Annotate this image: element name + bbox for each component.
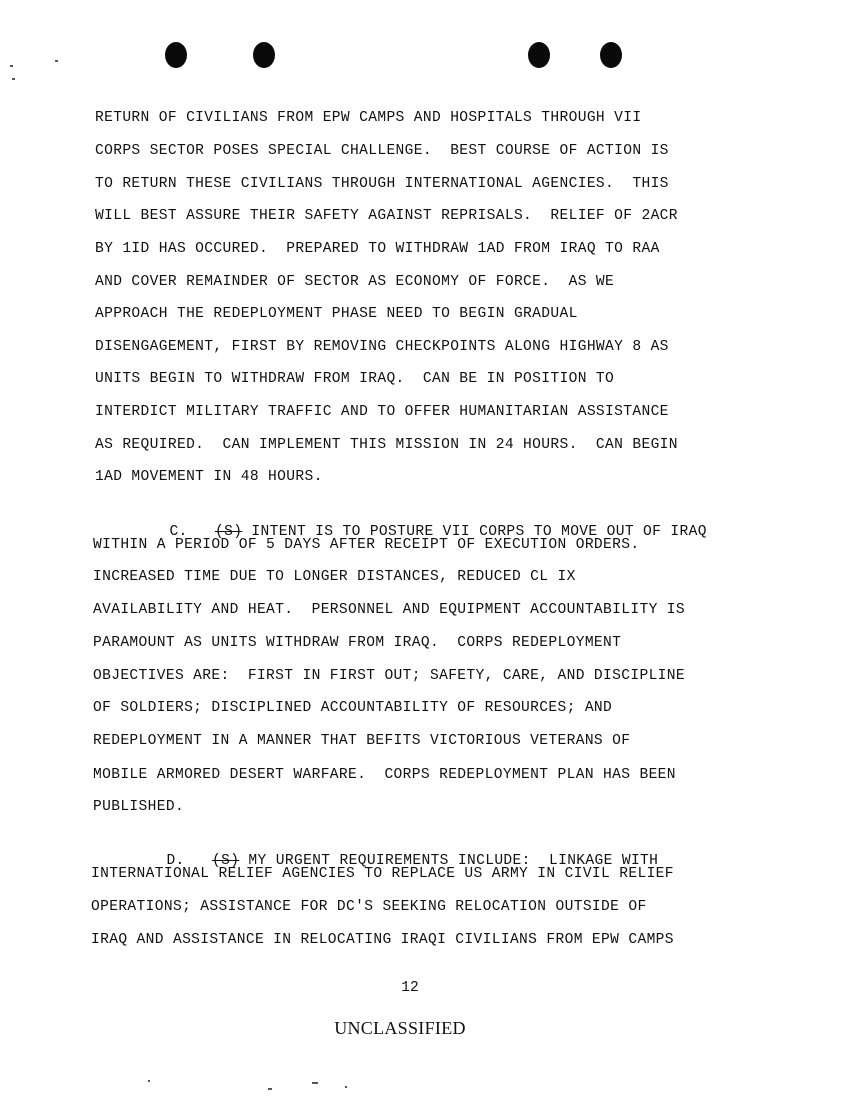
text-line: AVAILABILITY AND HEAT. PERSONNEL AND EQUIPMENT ACCOUNTABILITY IS: [93, 602, 685, 618]
classification-marking: (S): [211, 853, 240, 869]
text-line: OF SOLDIERS; DISCIPLINED ACCOUNTABILITY OF RESOURCES; AND: [93, 700, 613, 716]
paragraph-label: C.: [169, 524, 188, 540]
text-line: WITHIN A PERIOD OF 5 DAYS AFTER RECEIPT OF EXECUTION ORDERS.: [93, 537, 640, 553]
text-line: RETURN OF CIVILIANS FROM EPW CAMPS AND HOSPITALS THROUGH VII: [95, 110, 642, 126]
text-line: AS REQUIRED. CAN IMPLEMENT THIS MISSION IN 24 HOURS. CAN BEGIN: [95, 437, 678, 453]
text-line: INCREASED TIME DUE TO LONGER DISTANCES, REDUCED CL IX: [93, 569, 576, 585]
text-line: BY 1ID HAS OCCURED. PREPARED TO WITHDRAW 1AD FROM IRAQ TO RAA: [95, 241, 660, 257]
text-line: OBJECTIVES ARE: FIRST IN FIRST OUT; SAFETY, CARE, AND DISCIPLINE: [93, 668, 685, 684]
text-line: TO RETURN THESE CIVILIANS THROUGH INTERNATIONAL AGENCIES. THIS: [95, 176, 669, 192]
punch-hole-4: [600, 42, 622, 68]
text-line: MOBILE ARMORED DESERT WARFARE. CORPS REDEPLOYMENT PLAN HAS BEEN: [93, 767, 676, 783]
text-line: PARAMOUNT AS UNITS WITHDRAW FROM IRAQ. CORPS REDEPLOYMENT: [93, 635, 622, 651]
punch-hole-1: [165, 42, 187, 68]
classification-footer: UNCLASSIFIED: [334, 1018, 466, 1038]
text-line: APPROACH THE REDEPLOYMENT PHASE NEED TO BEGIN GRADUAL: [95, 306, 578, 322]
punch-hole-2: [253, 42, 275, 68]
scan-speck: [345, 1086, 347, 1088]
scan-speck: [55, 60, 58, 62]
punch-hole-3: [528, 42, 550, 68]
text-line: INTERDICT MILITARY TRAFFIC AND TO OFFER HUMANITARIAN ASSISTANCE: [95, 404, 669, 420]
scan-speck: [268, 1088, 272, 1090]
scan-speck: [148, 1080, 150, 1082]
scan-speck: [10, 65, 13, 67]
text-line: INTERNATIONAL RELIEF AGENCIES TO REPLACE US ARMY IN CIVIL RELIEF: [91, 866, 674, 882]
text-line: PUBLISHED.: [93, 799, 185, 815]
text-line: CORPS SECTOR POSES SPECIAL CHALLENGE. BEST COURSE OF ACTION IS: [95, 143, 669, 159]
text-line: REDEPLOYMENT IN A MANNER THAT BEFITS VICTORIOUS VETERANS OF: [93, 733, 631, 749]
paragraph-first-line: MY URGENT REQUIREMENTS INCLUDE: LINKAGE WITH: [248, 853, 659, 869]
text-line: DISENGAGEMENT, FIRST BY REMOVING CHECKPOINTS ALONG HIGHWAY 8 AS: [95, 339, 669, 355]
scan-speck: [312, 1082, 318, 1084]
text-line: OPERATIONS; ASSISTANCE FOR DC'S SEEKING RELOCATION OUTSIDE OF: [91, 899, 647, 915]
page-number: 12: [401, 980, 419, 996]
paragraph-first-line: INTENT IS TO POSTURE VII CORPS TO MOVE OUT OF IRAQ: [251, 524, 707, 540]
text-line: 1AD MOVEMENT IN 48 HOURS.: [95, 469, 323, 485]
text-line: AND COVER REMAINDER OF SECTOR AS ECONOMY OF FORCE. AS WE: [95, 274, 615, 290]
text-line: IRAQ AND ASSISTANCE IN RELOCATING IRAQI CIVILIANS FROM EPW CAMPS: [91, 932, 674, 948]
classification-marking: (S): [214, 524, 243, 540]
scan-speck: [12, 78, 15, 80]
paragraph-label: D.: [166, 853, 185, 869]
text-line: WILL BEST ASSURE THEIR SAFETY AGAINST REPRISALS. RELIEF OF 2ACR: [95, 208, 678, 224]
text-line: UNITS BEGIN TO WITHDRAW FROM IRAQ. CAN BE IN POSITION TO: [95, 371, 615, 387]
